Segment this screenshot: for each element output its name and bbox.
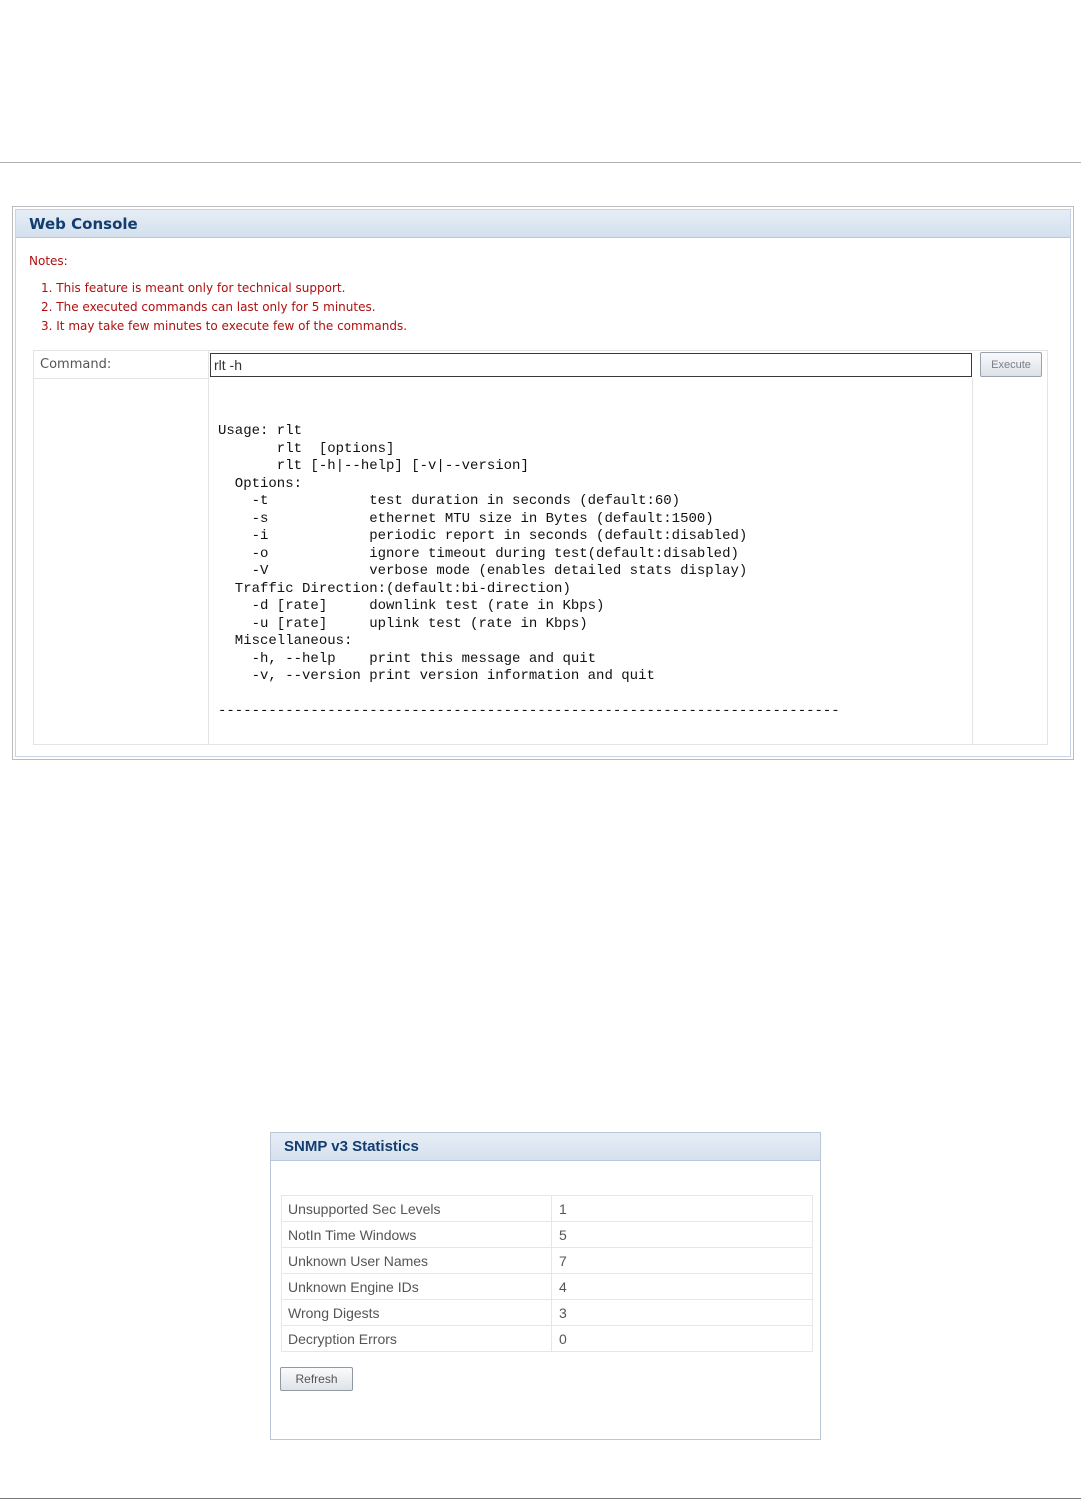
- stat-value: 7: [559, 1253, 567, 1269]
- stat-value: 0: [559, 1331, 567, 1347]
- notes-title: Notes:: [29, 254, 68, 268]
- stat-name: Wrong Digests: [288, 1305, 380, 1321]
- column-divider: [551, 1326, 552, 1351]
- snmp-title: SNMP v3 Statistics: [284, 1138, 419, 1155]
- stat-name: NotIn Time Windows: [288, 1227, 417, 1243]
- note-item-2: 2. The executed commands can last only for 5 minutes.: [41, 300, 376, 314]
- web-console-panel-inner: [15, 209, 1071, 757]
- stat-name: Unknown User Names: [288, 1253, 429, 1269]
- table-row: [281, 1195, 813, 1221]
- stat-value: 3: [559, 1305, 567, 1321]
- command-column-divider-right: [972, 378, 973, 744]
- column-divider: [551, 1196, 552, 1221]
- column-divider: [551, 1300, 552, 1325]
- bottom-divider: [0, 1498, 1081, 1499]
- table-row: [281, 1273, 813, 1299]
- snmp-stats-table: [281, 1195, 813, 1352]
- command-table: [33, 350, 1048, 745]
- column-divider: [551, 1274, 552, 1299]
- note-item-3: 3. It may take few minutes to execute few of the commands.: [41, 319, 408, 333]
- stat-value: 1: [559, 1201, 567, 1217]
- stat-value: 5: [559, 1227, 567, 1243]
- snmp-statistics-panel: [270, 1132, 821, 1440]
- note-item-1: 1. This feature is meant only for technical support.: [41, 281, 346, 295]
- web-console-panel: [12, 206, 1074, 760]
- refresh-button[interactable]: Refresh: [280, 1367, 353, 1391]
- table-row: [281, 1247, 813, 1273]
- stat-name: Unknown Engine IDs: [288, 1279, 419, 1295]
- table-row: [281, 1299, 813, 1325]
- snmp-header: [271, 1133, 820, 1161]
- web-console-title: Web Console: [29, 215, 138, 233]
- table-row: [281, 1325, 813, 1352]
- command-label: Command:: [40, 357, 112, 372]
- command-input[interactable]: [210, 353, 972, 377]
- stat-name: Decryption Errors: [288, 1331, 397, 1347]
- notes-list: [41, 279, 407, 336]
- execute-button[interactable]: Execute: [980, 352, 1042, 377]
- command-label-cell: [34, 351, 209, 379]
- table-row: [281, 1221, 813, 1247]
- console-output: Usage: rlt rlt [options] rlt [-h|--help] [-v|--version] Options: -t test duration in seconds (default:60) -s ethernet MTU size in Bytes (default:1500) -i periodic report in seconds (default:disabled) -o ignore timeout during test(default:disabled) -V verbose mode (enables detailed stats display) Traffic Direction:(default:bi-direction) -d [rate] downlink test (rate in Kbps) -u [rate] uplink test (rate in Kbps) Miscellaneous: -h, --help print this message and quit -v, --version print version information and quit --------------------------------------------------------------------------: [218, 423, 840, 719]
- stat-value: 4: [559, 1279, 567, 1295]
- column-divider: [551, 1222, 552, 1247]
- column-divider: [551, 1248, 552, 1273]
- stat-name: Unsupported Sec Levels: [288, 1201, 441, 1217]
- command-column-divider-left: [208, 378, 209, 744]
- web-console-header: [16, 210, 1070, 238]
- top-divider: [0, 162, 1081, 163]
